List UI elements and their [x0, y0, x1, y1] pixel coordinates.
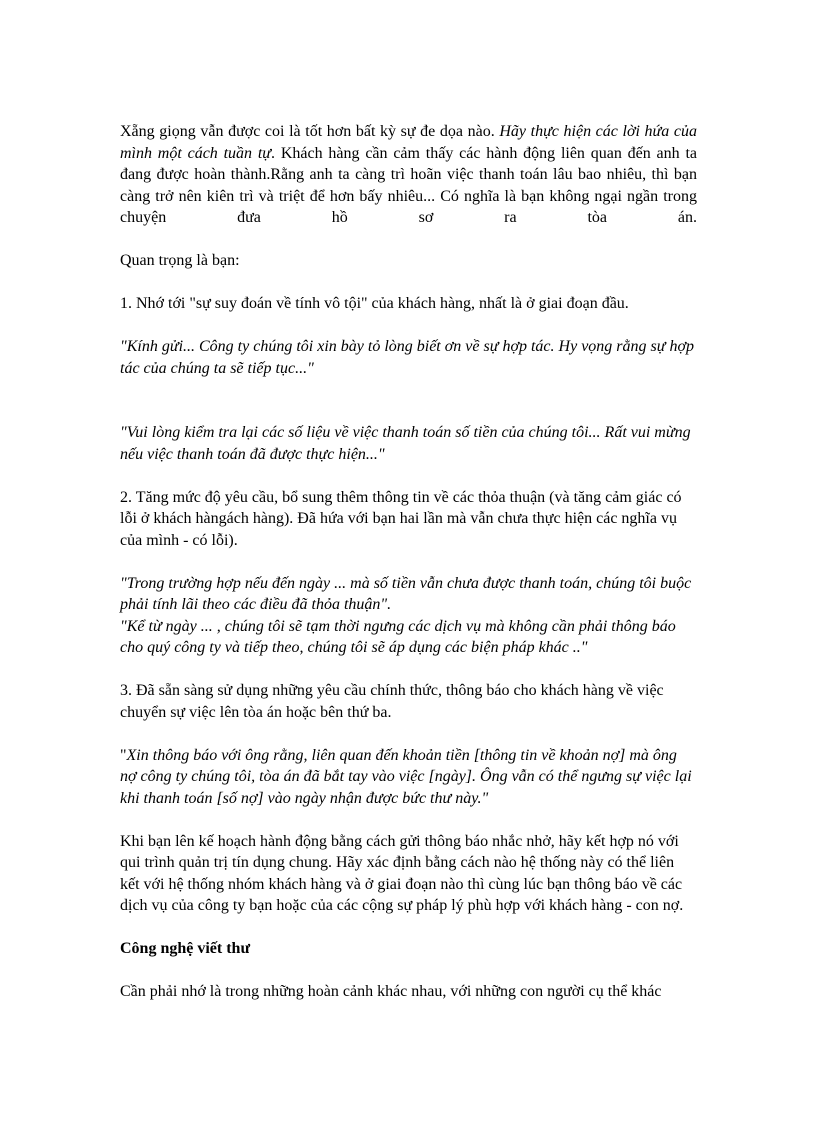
point-3-quote-text: Xin thông báo với ông rằng, liên quan đến khoản tiền [thông tin về khoản nợ] mà ông nợ công ty chúng tôi, tòa án đã bắt tay vào việc [ngày]. Ông vẫn có thể ngưng sự việc lại khi thanh toán [số nợ] vào ngày nhận được bức thư này." — [120, 746, 692, 807]
point-2-quote-2: "Kể từ ngày ... , chúng tôi sẽ tạm thời ngưng các dịch vụ mà không cần phải thông báo cho quý công ty và tiếp theo, chúng tôi sẽ áp dụng các biện pháp khác .." — [120, 617, 676, 656]
intro-paragraph — [120, 121, 697, 229]
intro-rest: . Khách hàng cần cảm thấy các hành động liên quan đến anh ta đang được hoàn thành.Rằng anh ta càng trì hoãn việc thanh toán lâu bao nhiêu, thì bạn càng trở nên kiên trì và triệt để hơn bấy nhiêu... Có nghĩa là bạn không ngại ngần trong chuyện đưa hồ sơ ra tòa án. — [120, 144, 697, 226]
point-1-quote-1: "Kính gửi... Công ty chúng tôi xin bày tỏ lòng biết ơn về sự hợp tác. Hy vọng rằng sự hợp tác của chúng ta sẽ tiếp tục..." — [120, 338, 695, 377]
point-2-quote-1: "Trong trường hợp nếu đến ngày ... mà số tiền vẫn chưa được thanh toán, chúng tôi buộc phải tính lãi theo các điều đã thỏa thuận". — [120, 574, 692, 613]
section-heading: Công nghệ viết thư — [120, 940, 251, 957]
point-3-quote — [120, 745, 697, 810]
intro-italic: Hãy thực hiện các lời hứa của mình một cách tuần tự — [120, 123, 698, 162]
important-line: Quan trọng là bạn: — [120, 252, 240, 269]
intro-line1: Xẵng giọng vẫn được coi là tốt hơn bất kỳ sự đe dọa nào. — [120, 123, 495, 140]
closing-paragraph: Cần phải nhớ là trong những hoàn cảnh khác nhau, với những con người cụ thể khác — [120, 983, 662, 1000]
point-1-quote-2: "Vui lòng kiểm tra lại các số liệu về việc thanh toán số tiền của chúng tôi... Rất vui mừng nếu việc thanh toán đã được thực hiện..." — [120, 424, 691, 463]
point-1: 1. Nhớ tới "sự suy đoán về tính vô tội" của khách hàng, nhất là ở giai đoạn đầu. — [120, 295, 629, 312]
point-2: 2. Tăng mức độ yêu cầu, bổ sung thêm thông tin về các thỏa thuận (và tăng cảm giác có lỗi ở khách hàngách hàng). Đã hứa với bạn hai lần mà vẫn chưa thực hiện các nghĩa vụ của mình - có lỗi). — [120, 488, 682, 549]
point-3-quote-open: " — [120, 746, 127, 764]
document-page — [120, 121, 697, 1003]
point-3: 3. Đã sẵn sàng sử dụng những yêu cầu chính thức, thông báo cho khách hàng về việc chuyển sự việc lên tòa án hoặc bên thứ ba. — [120, 682, 664, 721]
plan-paragraph: Khi bạn lên kế hoạch hành động bằng cách gửi thông báo nhắc nhở, hãy kết hợp nó với qui trình quản trị tín dụng chung. Hãy xác định bằng cách nào hệ thống này có thể liên kết với hệ thống nhóm khách hàng và ở giai đoạn nào thì cùng lúc bạn thông báo về các dịch vụ của công ty bạn hoặc của các cộng sự pháp lý phù hợp với khách hàng - con nợ. — [120, 832, 684, 914]
